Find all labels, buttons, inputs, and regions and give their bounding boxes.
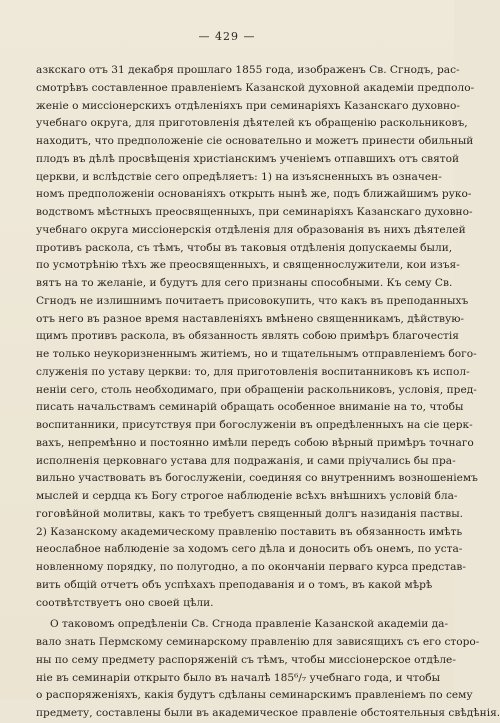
text-line: водствомъ мѣстныхъ преосвященныхъ, при семинаріяхъ Казанскаго духовно-	[36, 206, 473, 218]
text-line: 2) Казанскому академическому правленію поставить въ обязанность имѣть	[36, 525, 463, 538]
text-line: по усмотрѣнію тѣхъ же преосвященныхъ, и священнослужители, кои изъя-	[36, 259, 460, 272]
text-line: находитъ, что предположеніе сіе основательно и можетъ принести обильный	[36, 135, 474, 147]
text-line: щимъ противъ раскола, въ обязанность являть собою примѣръ благочестія	[36, 330, 459, 343]
text-line: исполненія церковнаго устава для подражанія, и сами пріучались бы пра-	[36, 454, 456, 467]
text-line: вить общій отчетъ объ успѣхахъ преподаванія и о томъ, въ какой мѣрѣ	[36, 578, 433, 591]
text-line: неніи сего, столь необходимаго, при обращеніи раскольниковъ, условія, пред-	[36, 383, 477, 396]
text-line: женіе о миссіонерскихъ отдѣленіяхъ при семинаріяхъ Казанскаго духовно-	[36, 99, 460, 112]
text-line: азкскаго отъ 31 декабря прошлаго 1855 года, изображенъ Св. Сгнодъ, рас-	[36, 64, 460, 76]
text-line: Сгнодъ не излишнимъ почитаетъ присовокупить, что какъ въ преподанныхъ	[36, 294, 469, 307]
text-line: учебнаго округа, для приготовленія дѣятелей къ обращенію раскольниковъ,	[36, 117, 468, 130]
text-line: ніе въ семинаріи открыто было въ началѣ 185⁶/₇ учебнаго года, и чтобы	[36, 671, 441, 684]
text-line: не только неукоризненнымъ житіемъ, но и тщательнымъ отправленіемъ бого-	[36, 348, 477, 360]
text-line: вало знать Пермскому семинарскому правленію для зависящихъ съ его сторо-	[36, 636, 480, 648]
text-line: смотрѣвъ составленное правленіемъ Казанской духовной академіи предполо-	[36, 81, 475, 94]
text-line: предмету, составлены были въ академическое правленіе обстоятельныя свѣдѣнія.	[36, 707, 500, 719]
text-line: отъ него въ разное время наставленіяхъ вмѣнено священникамъ, дѣйствую-	[36, 312, 464, 325]
body-text	[36, 62, 500, 723]
text-line: новленному порядку, по полугодно, а по окончаніи перваго курса представ-	[36, 561, 466, 573]
text-line: противъ раскола, съ тѣмъ, чтобы въ таковыя отдѣленія допускаемы были,	[36, 241, 453, 254]
text-line: гоговѣйной молитвы, какъ то требуетъ священный долгъ назиданія паствы.	[36, 507, 464, 520]
text-line: неослабное наблюденіе за ходомъ сего дѣла и доносить объ онемъ, по уста-	[36, 543, 463, 556]
text-line: вильно участвовать въ богослуженіи, соединяя со внутреннимъ возношеніемъ	[36, 472, 478, 485]
text-line: вахъ, непремѣнно и постоянно имѣли передъ собою вѣрный примѣръ точнаго	[36, 436, 474, 449]
text-line: о распоряженіяхъ, какія будутъ сдѣланы семинарскимъ правленіемъ по сему	[36, 689, 473, 702]
text-line: соотвѣтствуетъ оно своей цѣли.	[36, 596, 214, 609]
text-line: служенія по уставу церкви: то, для приготовленія воспитанниковъ къ испол-	[36, 365, 470, 378]
text-line: вятъ на то желаніе, и будутъ для сего признаны способными. Къ сему Св.	[36, 277, 453, 289]
page-number: — 429 —	[198, 30, 256, 43]
text-line: мыслей и сердца къ Богу строгое наблюденіе всѣхъ внѣшнихъ условій бла-	[36, 490, 458, 502]
paragraph-first-line: О таковомъ опредѣленіи Св. Сгнода правленіе Казанской академіи да-	[50, 618, 449, 631]
text-line: воспитанники, присутствуя при богослуженіи въ опредѣленныхъ на сіе церк-	[36, 419, 473, 431]
text-line: церкви, и вслѣдствіе сего опредѣляетъ: 1) на изъясненныхъ въ означен-	[36, 170, 442, 183]
text-line: писать начальствамъ семинарій обращать особенное вниманіе на то, чтобы	[36, 401, 464, 414]
text-line: номъ предположеніи основаніяхъ открыть нынѣ же, подъ ближайшимъ руко-	[36, 188, 472, 201]
text-line: учебнаго округа миссіонерскія отдѣленія для образованія въ нихъ дѣятелей	[36, 223, 466, 236]
text-line: плодъ въ дѣлѣ просвѣщенія христіанскимъ ученіемъ отпавшихъ отъ святой	[36, 152, 460, 165]
text-line: ны по сему предмету распоряженій съ тѣмъ, чтобы миссіонерское отдѣле-	[36, 653, 456, 666]
